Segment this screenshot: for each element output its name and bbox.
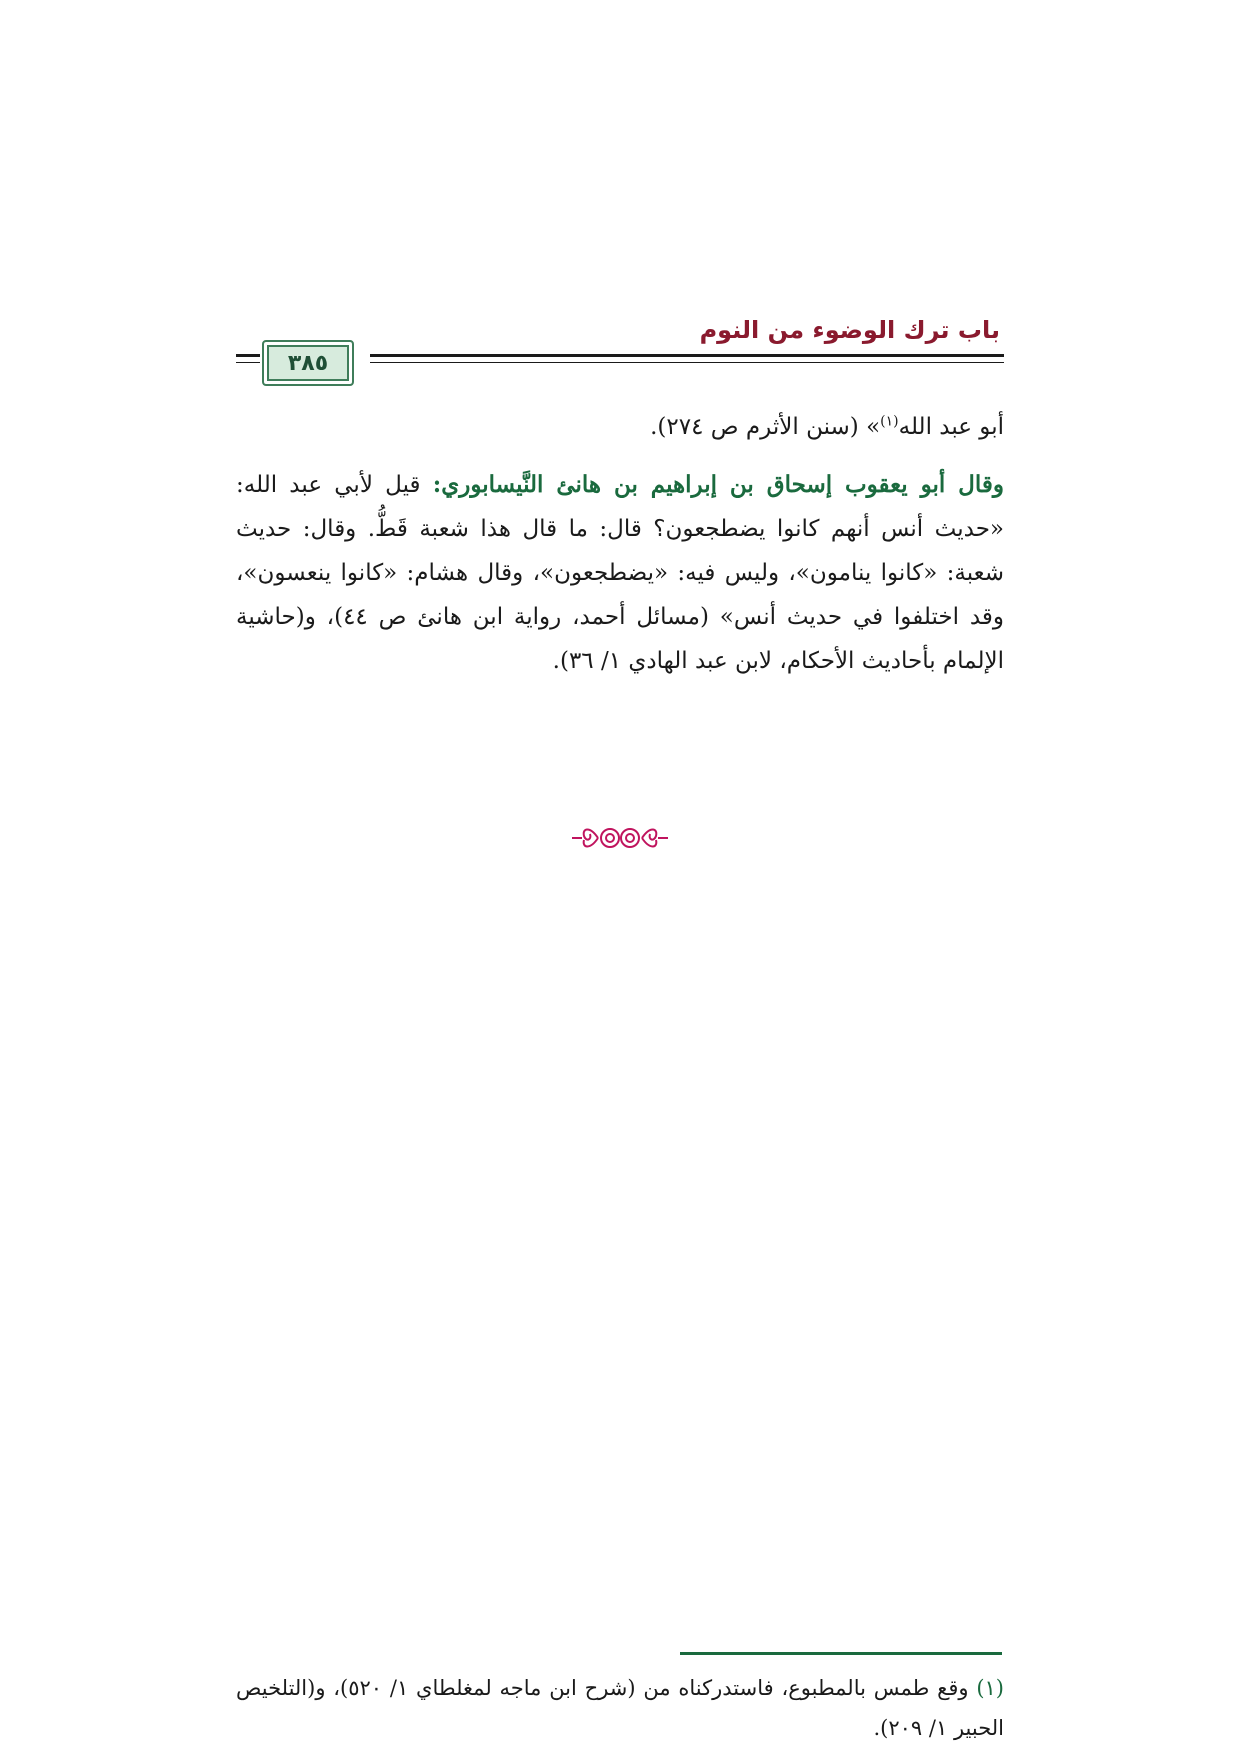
page-number-badge xyxy=(262,340,354,386)
paragraph-1-tail: » (سنن الأثرم ص ٢٧٤). xyxy=(650,414,881,440)
chapter-title: باب ترك الوضوء من النوم xyxy=(699,316,1000,344)
footnote-text: وقع طمس بالمطبوع، فاستدركناه من (شرح ابن ماجه لمغلطاي ١/ ٥٢٠)، و(التلخيص الحبير ١/ ٢٠٩). xyxy=(236,1676,1004,1740)
speaker-name: وقال أبو يعقوب إسحاق بن إبراهيم بن هانئ النَّيسابوري: xyxy=(432,471,1004,498)
floral-divider-icon xyxy=(560,820,680,856)
footnote-marker: (١) xyxy=(976,1676,1004,1700)
footnote-divider xyxy=(680,1652,1002,1655)
header-rule-right-thick xyxy=(370,354,1004,357)
page-number: ٣٨٥ xyxy=(287,350,329,376)
paragraph-1 xyxy=(236,405,1004,449)
main-text xyxy=(236,405,1004,697)
header-rule-left-thin xyxy=(236,362,260,363)
paragraph-2 xyxy=(236,463,1004,683)
footnote-reference[interactable]: (١) xyxy=(880,413,899,430)
paragraph-2-text: قيل لأبي عبد الله: «حديث أنس أنهم كانوا يضطجعون؟ قال: ما قال هذا شعبة قَطُّ. وقال: حديث شعبة: «كانوا ينامون»، وليس فيه: «يضطجعون»، وقال هشام: «كانوا ينعسون»، وقد اختلفوا في حديث أنس» (مسائل أحمد، رواية ابن هانئ ص ٤٤)، و(حاشية الإلمام بأحاديث الأحكام، لابن عبد الهادي ١/ ٣٦). xyxy=(236,472,1004,674)
paragraph-1-text: أبو عبد الله xyxy=(898,414,1004,440)
footnote xyxy=(236,1668,1004,1748)
header-rule-right-thin xyxy=(370,362,1004,363)
header-rule-left-thick xyxy=(236,354,260,357)
